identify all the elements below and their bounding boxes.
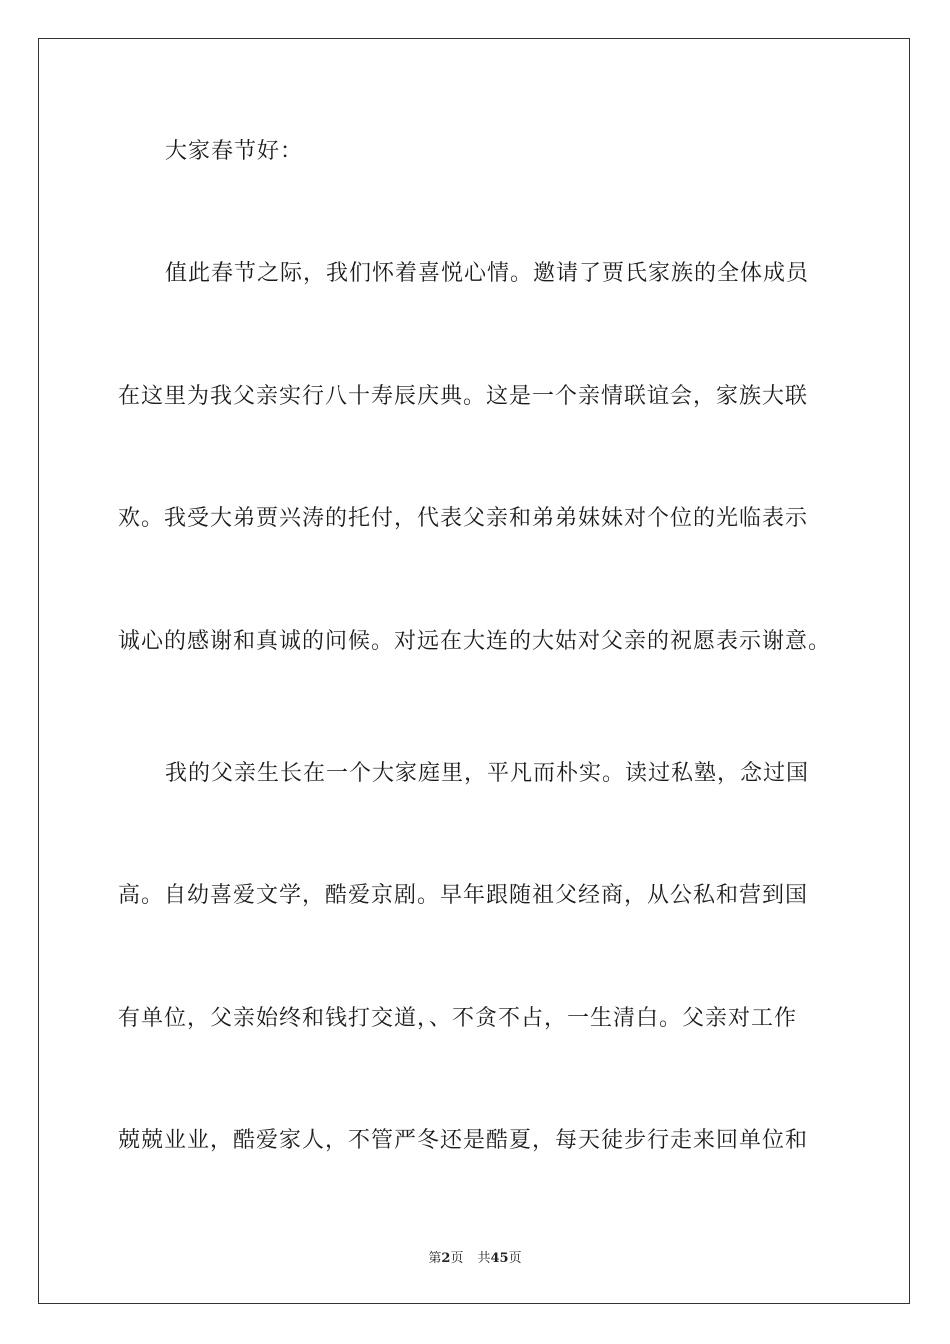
paragraph-2-line-2: 高。自幼喜爱文学，酷爱京剧。早年跟随祖父经商，从公私和营到国 [118, 883, 809, 908]
footer-total-pages: 45 [490, 1251, 509, 1266]
paragraph-1-line-2: 在这里为我父亲实行八十寿辰庆典。这是一个亲情联谊会，家族大联 [118, 384, 809, 409]
footer-total-prefix: 共 [477, 1251, 491, 1266]
footer-total-suffix: 页 [508, 1251, 522, 1266]
paragraph-1-line-4: 诚心的感谢和真诚的问候。对远在大连的大姑对父亲的祝愿表示谢意。 [118, 629, 832, 654]
footer-page-prefix: 第 [428, 1251, 442, 1266]
paragraph-1-line-1: 值此春节之际，我们怀着喜悦心情。邀请了贾氏家族的全体成员 [165, 261, 810, 286]
page-footer [0, 1247, 950, 1266]
paragraph-1-line-3: 欢。我受大弟贾兴涛的托付，代表父亲和弟弟妹妹对个位的光临表示 [118, 506, 809, 531]
footer-page-suffix: 页 [450, 1251, 464, 1266]
page-border [38, 38, 910, 1304]
greeting-line: 大家春节好： [165, 139, 304, 164]
paragraph-2-line-3: 有单位，父亲始终和钱打交道，、不贪不占，一生清白。父亲对工作 [118, 1006, 798, 1031]
paragraph-2-line-4: 兢兢业业，酷爱家人，不管严冬还是酷夏，每天徒步行走来回单位和 [118, 1128, 809, 1153]
footer-page-number: 2 [441, 1251, 451, 1266]
paragraph-2-line-1: 我的父亲生长在一个大家庭里，平凡而朴实。读过私塾，念过国 [165, 761, 810, 786]
